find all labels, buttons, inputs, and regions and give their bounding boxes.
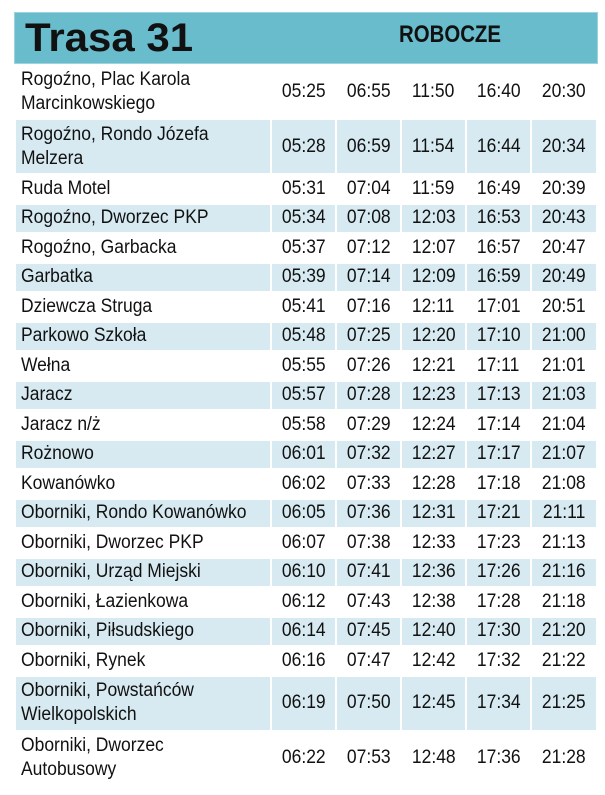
table-row	[16, 175, 596, 203]
departure-time-cell	[467, 618, 530, 646]
departure-time-cell	[402, 677, 465, 730]
departure-time-cell	[402, 470, 465, 498]
departure-time: 05:37	[281, 236, 326, 258]
stop-name-cell	[16, 323, 270, 351]
table-row	[16, 264, 596, 292]
departure-time: 21:01	[542, 354, 586, 376]
departure-time-cell	[467, 559, 530, 587]
departure-time: 17:26	[476, 561, 521, 583]
departure-time: 21:18	[542, 590, 586, 612]
departure-time-cell	[272, 382, 335, 410]
departure-time-cell	[402, 647, 465, 675]
stop-name-cell	[16, 732, 270, 785]
departure-time-cell	[272, 500, 335, 528]
route-title: Trasa 31	[25, 16, 194, 60]
departure-time-cell	[467, 677, 530, 730]
stop-name-line1: Oborniki, Dworzec PKP	[21, 531, 204, 553]
departure-time: 06:02	[281, 472, 326, 494]
departure-time-cell	[402, 234, 465, 262]
departure-time-cell	[337, 323, 400, 351]
departure-time: 07:41	[346, 561, 391, 583]
departure-time-cell	[337, 65, 400, 118]
departure-time: 21:20	[542, 620, 586, 642]
departure-time-cell	[532, 647, 596, 675]
departure-time-cell	[532, 234, 596, 262]
stop-name-cell	[16, 559, 270, 587]
departure-time-cell	[337, 382, 400, 410]
departure-time-cell	[467, 264, 530, 292]
departure-time: 12:27	[411, 443, 456, 465]
stop-name-line1: Rogoźno, Plac Karola	[21, 68, 191, 90]
departure-time-cell	[467, 588, 530, 616]
departure-time: 21:08	[542, 472, 586, 494]
departure-time: 17:28	[476, 590, 521, 612]
departure-time-cell	[467, 411, 530, 439]
departure-time-cell	[337, 120, 400, 173]
departure-time: 16:53	[476, 207, 521, 229]
departure-time: 05:58	[281, 413, 326, 435]
stop-name-cell	[16, 264, 270, 292]
table-row	[16, 382, 596, 410]
departure-time: 05:48	[281, 325, 326, 347]
departure-time-cell	[467, 647, 530, 675]
departure-time: 07:14	[346, 266, 391, 288]
departure-time-cell	[532, 618, 596, 646]
departure-time: 07:38	[346, 531, 391, 553]
departure-time-cell	[337, 234, 400, 262]
departure-time: 07:25	[346, 325, 391, 347]
table-row	[16, 352, 596, 380]
departure-time-cell	[467, 470, 530, 498]
stop-name-cell	[16, 618, 270, 646]
departure-time: 12:28	[411, 472, 456, 494]
departure-time: 07:26	[346, 354, 391, 376]
departure-time: 17:30	[476, 620, 521, 642]
stop-name-cell	[16, 175, 270, 203]
departure-time-cell	[402, 382, 465, 410]
departure-time-cell	[272, 470, 335, 498]
stop-name-cell	[16, 411, 270, 439]
stop-name-line1: Rogoźno, Rondo Józefa	[21, 123, 209, 145]
departure-time: 21:22	[542, 649, 586, 671]
table-row	[16, 618, 596, 646]
departure-time-cell	[272, 323, 335, 351]
departure-time-cell	[402, 205, 465, 233]
departure-time-cell	[532, 470, 596, 498]
departure-time-cell	[337, 500, 400, 528]
departure-time-cell	[337, 618, 400, 646]
departure-time-cell	[337, 411, 400, 439]
departure-time: 05:55	[281, 354, 326, 376]
departure-time: 07:32	[346, 443, 391, 465]
departure-time-cell	[337, 441, 400, 469]
departure-time-cell	[402, 293, 465, 321]
stop-name-line1: Oborniki, Powstańców	[21, 680, 194, 701]
departure-time-cell	[337, 559, 400, 587]
departure-time-cell	[467, 441, 530, 469]
stop-name-line2: Wielkopolskich	[21, 704, 137, 725]
departure-time: 07:16	[346, 295, 391, 317]
departure-time-cell	[532, 441, 596, 469]
departure-time-cell	[272, 205, 335, 233]
departure-time: 12:38	[411, 590, 456, 612]
stop-name-cell	[16, 529, 270, 557]
table-row	[16, 120, 596, 173]
table-row	[16, 647, 596, 675]
departure-time: 17:17	[476, 443, 521, 465]
departure-time-cell	[337, 352, 400, 380]
departure-time-cell	[272, 264, 335, 292]
departure-time-cell	[467, 175, 530, 203]
departure-time-cell	[532, 559, 596, 587]
departure-time: 06:01	[281, 443, 326, 465]
departure-time: 12:24	[411, 413, 456, 435]
stop-name-cell	[16, 205, 270, 233]
departure-time: 17:14	[476, 413, 521, 435]
departure-time-cell	[532, 588, 596, 616]
departure-time: 06:14	[281, 620, 326, 642]
table-row	[16, 441, 596, 469]
departure-time-cell	[337, 205, 400, 233]
departure-time-cell	[272, 732, 335, 785]
departure-time: 06:10	[281, 561, 326, 583]
stop-name-cell	[16, 293, 270, 321]
departure-time: 21:16	[542, 561, 586, 583]
stop-name-cell	[16, 470, 270, 498]
departure-time-cell	[402, 264, 465, 292]
departure-time: 20:51	[542, 295, 586, 317]
departure-time: 12:48	[411, 747, 456, 768]
departure-time: 17:10	[476, 325, 521, 347]
departure-time: 06:22	[281, 747, 326, 768]
table-row	[16, 234, 596, 262]
stop-name-line1: Oborniki, Piłsudskiego	[21, 620, 194, 642]
departure-time-cell	[272, 234, 335, 262]
departure-time-cell	[337, 677, 400, 730]
stop-name-line2: Melzera	[21, 147, 84, 169]
schedule-table	[14, 63, 598, 787]
departure-time-cell	[272, 411, 335, 439]
departure-time-cell	[532, 529, 596, 557]
departure-time: 12:36	[411, 561, 456, 583]
departure-time: 21:13	[542, 531, 586, 553]
departure-time: 12:03	[411, 207, 456, 229]
stop-name-line1: Oborniki, Łazienkowa	[21, 590, 189, 612]
departure-time: 20:49	[542, 266, 586, 288]
day-type-label: ROBOCZE	[399, 21, 501, 48]
departure-time-cell	[337, 175, 400, 203]
departure-time-cell	[337, 264, 400, 292]
departure-time-cell	[467, 382, 530, 410]
departure-time-cell	[337, 529, 400, 557]
departure-time-cell	[532, 120, 596, 173]
departure-time: 05:41	[281, 295, 326, 317]
departure-time: 21:00	[542, 325, 586, 347]
stop-name-cell	[16, 677, 270, 730]
departure-time: 07:53	[346, 747, 391, 768]
departure-time: 12:33	[411, 531, 456, 553]
departure-time-cell	[272, 529, 335, 557]
departure-time-cell	[337, 588, 400, 616]
departure-time-cell	[402, 323, 465, 351]
departure-time: 07:29	[346, 413, 391, 435]
departure-time-cell	[402, 175, 465, 203]
departure-time: 11:50	[412, 80, 455, 102]
departure-time: 17:23	[476, 531, 521, 553]
departure-time: 16:57	[476, 236, 521, 258]
departure-time-cell	[272, 352, 335, 380]
departure-time: 12:11	[412, 295, 455, 317]
departure-time-cell	[467, 293, 530, 321]
stop-name-line2: Autobusowy	[21, 759, 117, 780]
departure-time: 06:07	[281, 531, 326, 553]
stop-name-line1: Kowanówko	[21, 472, 116, 494]
stop-name-line1: Wełna	[21, 354, 71, 376]
departure-time: 17:11	[477, 354, 520, 376]
departure-time: 21:11	[542, 502, 586, 524]
departure-time: 07:47	[346, 649, 391, 671]
departure-time: 12:31	[411, 502, 456, 524]
departure-time: 17:32	[476, 649, 521, 671]
departure-time-cell	[532, 65, 596, 118]
departure-time: 21:07	[542, 443, 586, 465]
timetable-header	[14, 12, 598, 64]
table-row	[16, 65, 596, 118]
stop-name-cell	[16, 234, 270, 262]
departure-time: 07:12	[346, 236, 391, 258]
departure-time: 17:18	[476, 472, 521, 494]
departure-time-cell	[532, 411, 596, 439]
departure-time: 06:16	[281, 649, 326, 671]
stop-name-line1: Garbatka	[21, 266, 93, 288]
departure-time-cell	[467, 65, 530, 118]
stop-name-line1: Rożnowo	[21, 443, 94, 465]
departure-time-cell	[402, 120, 465, 173]
departure-time: 20:47	[542, 236, 586, 258]
departure-time: 20:30	[542, 80, 586, 102]
departure-time-cell	[532, 382, 596, 410]
departure-time: 11:59	[412, 177, 455, 199]
departure-time: 06:05	[281, 502, 326, 524]
departure-time-cell	[467, 234, 530, 262]
departure-time-cell	[532, 323, 596, 351]
table-row	[16, 323, 596, 351]
stop-name-cell	[16, 441, 270, 469]
table-row	[16, 588, 596, 616]
departure-time: 21:03	[542, 384, 586, 406]
departure-time: 07:08	[346, 207, 391, 229]
departure-time-cell	[272, 588, 335, 616]
departure-time: 07:33	[346, 472, 391, 494]
table-row	[16, 732, 596, 785]
table-row	[16, 293, 596, 321]
departure-time-cell	[532, 264, 596, 292]
departure-time: 17:34	[476, 692, 521, 713]
departure-time: 07:36	[346, 502, 391, 524]
departure-time-cell	[467, 120, 530, 173]
departure-time-cell	[272, 441, 335, 469]
departure-time-cell	[272, 677, 335, 730]
departure-time-cell	[467, 500, 530, 528]
departure-time: 06:19	[281, 692, 326, 713]
departure-time: 05:34	[281, 207, 326, 229]
departure-time: 20:43	[542, 207, 586, 229]
departure-time: 21:25	[542, 692, 586, 713]
departure-time: 17:01	[476, 295, 521, 317]
departure-time-cell	[402, 588, 465, 616]
departure-time: 17:21	[476, 502, 521, 524]
departure-time: 12:21	[411, 354, 456, 376]
table-row	[16, 677, 596, 730]
departure-time: 05:57	[281, 384, 326, 406]
departure-time-cell	[402, 559, 465, 587]
departure-time-cell	[337, 647, 400, 675]
departure-time: 16:59	[476, 266, 521, 288]
departure-time: 17:13	[476, 384, 521, 406]
departure-time-cell	[272, 559, 335, 587]
departure-time: 20:34	[542, 135, 586, 157]
departure-time-cell	[402, 411, 465, 439]
departure-time: 21:04	[542, 413, 586, 435]
departure-time: 05:31	[281, 177, 326, 199]
departure-time: 07:50	[346, 692, 391, 713]
departure-time: 16:40	[476, 80, 521, 102]
departure-time-cell	[272, 65, 335, 118]
stop-name-line1: Dziewcza Struga	[21, 295, 153, 317]
departure-time: 16:49	[476, 177, 521, 199]
stop-name-line1: Oborniki, Rynek	[21, 649, 146, 671]
departure-time-cell	[272, 120, 335, 173]
departure-time: 05:28	[281, 135, 326, 157]
stop-name-line1: Oborniki, Urząd Miejski	[21, 561, 201, 583]
departure-time: 16:44	[476, 135, 521, 157]
departure-time: 12:42	[411, 649, 456, 671]
stop-name-line1: Rogoźno, Dworzec PKP	[21, 207, 209, 229]
stop-name-line1: Jaracz	[21, 384, 73, 406]
departure-time-cell	[402, 352, 465, 380]
departure-time: 21:28	[542, 747, 586, 768]
stop-name-line1: Parkowo Szkoła	[21, 325, 147, 347]
stop-name-line2: Marcinkowskiego	[21, 92, 156, 114]
table-row	[16, 470, 596, 498]
table-row	[16, 500, 596, 528]
departure-time: 12:20	[411, 325, 456, 347]
departure-time-cell	[402, 500, 465, 528]
stop-name-line1: Rogoźno, Garbacka	[21, 236, 177, 258]
departure-time-cell	[532, 205, 596, 233]
departure-time: 12:40	[411, 620, 456, 642]
departure-time: 07:04	[346, 177, 391, 199]
departure-time-cell	[532, 677, 596, 730]
departure-time-cell	[467, 352, 530, 380]
departure-time: 20:39	[542, 177, 586, 199]
departure-time: 07:28	[346, 384, 391, 406]
stop-name-cell	[16, 352, 270, 380]
departure-time-cell	[532, 352, 596, 380]
departure-time-cell	[402, 65, 465, 118]
departure-time: 07:43	[346, 590, 391, 612]
departure-time-cell	[337, 293, 400, 321]
departure-time: 12:45	[411, 692, 456, 713]
stop-name-line1: Ruda Motel	[21, 177, 111, 199]
table-row	[16, 411, 596, 439]
departure-time-cell	[467, 529, 530, 557]
stop-name-cell	[16, 65, 270, 118]
departure-time-cell	[272, 647, 335, 675]
departure-time: 12:23	[411, 384, 456, 406]
table-row	[16, 529, 596, 557]
departure-time-cell	[532, 732, 596, 785]
departure-time: 05:25	[281, 80, 326, 102]
departure-time-cell	[272, 293, 335, 321]
departure-time-cell	[467, 323, 530, 351]
departure-time: 17:36	[476, 747, 521, 768]
stop-name-line1: Jaracz n/ż	[21, 413, 101, 435]
departure-time: 07:45	[346, 620, 391, 642]
departure-time: 06:55	[346, 80, 391, 102]
table-row	[16, 559, 596, 587]
departure-time-cell	[532, 175, 596, 203]
stop-name-line1: Oborniki, Dworzec	[21, 735, 164, 756]
departure-time: 12:07	[411, 236, 456, 258]
stop-name-cell	[16, 500, 270, 528]
departure-time: 05:39	[281, 266, 326, 288]
departure-time-cell	[467, 205, 530, 233]
departure-time-cell	[532, 293, 596, 321]
stop-name-cell	[16, 382, 270, 410]
departure-time-cell	[467, 732, 530, 785]
departure-time-cell	[337, 732, 400, 785]
departure-time-cell	[272, 618, 335, 646]
departure-time-cell	[402, 441, 465, 469]
stop-name-line1: Oborniki, Rondo Kowanówko	[21, 502, 247, 524]
departure-time-cell	[337, 470, 400, 498]
departure-time-cell	[402, 618, 465, 646]
departure-time: 11:54	[412, 135, 455, 157]
departure-time: 06:59	[346, 135, 391, 157]
table-row	[16, 205, 596, 233]
departure-time-cell	[402, 732, 465, 785]
departure-time-cell	[272, 175, 335, 203]
stop-name-cell	[16, 588, 270, 616]
departure-time: 06:12	[281, 590, 326, 612]
departure-time-cell	[402, 529, 465, 557]
stop-name-cell	[16, 647, 270, 675]
departure-time-cell	[532, 500, 596, 528]
departure-time: 12:09	[411, 266, 456, 288]
stop-name-cell	[16, 120, 270, 173]
